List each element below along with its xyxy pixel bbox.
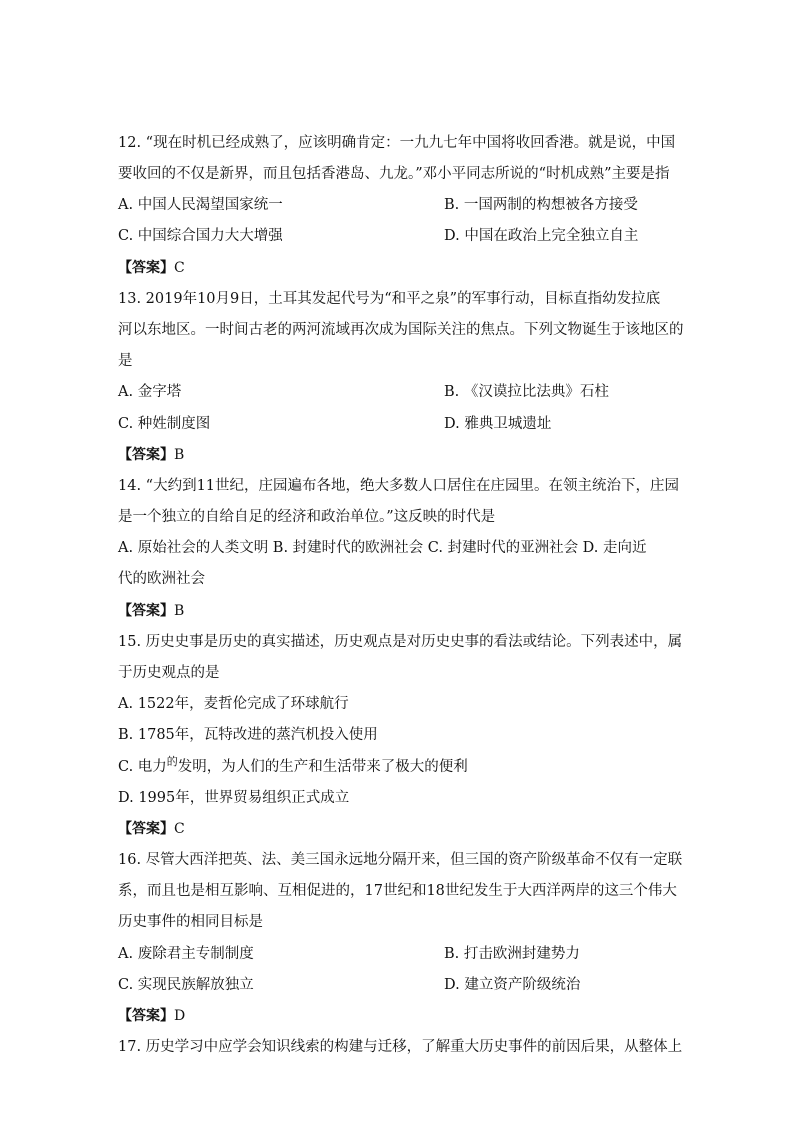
question-12-option-b: B. 一国两制的构想被各方接受: [444, 197, 638, 213]
question-16-option-b: B. 打击欧洲封建势力: [444, 946, 580, 962]
answer-label: 【答案】: [118, 821, 174, 837]
option-c-prefix: C. 电力: [118, 759, 167, 775]
question-17-line-1: 17. 历史学习中应学会知识线索的构建与迁移，了解重大历史事件的前因后果，从整体上: [118, 1039, 683, 1055]
question-14-line-2: 是一个独立的自给自足的经济和政治单位。”这反映的时代是: [118, 509, 496, 525]
question-13-option-b: B. 《汉谟拉比法典》石柱: [444, 384, 609, 400]
answer-value: C: [174, 260, 185, 276]
question-15-option-c: [118, 757, 468, 778]
answer-value: B: [174, 603, 185, 619]
question-15-option-d: D. 1995年，世界贸易组织正式成立: [118, 790, 350, 806]
question-12-line-2: 要收回的不仅是新界，而且包括香港岛、九龙。”邓小平同志所说的“时机成熟”主要是指: [118, 166, 670, 182]
answer-label: 【答案】: [118, 447, 174, 463]
question-14-options-line-2: 代的欧洲社会: [118, 571, 205, 587]
question-14-options-line-1: A. 原始社会的人类文明 B. 封建时代的欧洲社会 C. 封建时代的亚洲社会 D. 走向近: [118, 540, 647, 556]
answer-label: 【答案】: [118, 260, 174, 276]
question-13-option-a: A. 金字塔: [118, 384, 182, 400]
answer-value: C: [174, 821, 185, 837]
question-14-line-1: 14. “大约到11世纪，庄园遍布各地，绝大多数人口居住在庄园里。在领主统治下，庄园: [118, 478, 680, 494]
question-13-option-d: D. 雅典卫城遗址: [444, 416, 552, 432]
question-16-line-1: 16. 尽管大西洋把英、法、美三国永远地分隔开来，但三国的资产阶级革命不仅有一定联: [118, 852, 683, 868]
answer-value: B: [174, 447, 185, 463]
question-13-answer: [118, 445, 184, 465]
question-16-line-3: 历史事件的相同目标是: [118, 914, 263, 930]
question-14-answer: [118, 601, 184, 621]
question-15-line-1: 15. 历史史事是历史的真实描述，历史观点是对历史史事的看法或结论。下列表述中，属: [118, 634, 683, 650]
question-16-answer: [118, 1006, 185, 1026]
question-12-option-d: D. 中国在政治上完全独立自主: [444, 228, 639, 244]
option-c-rest: 发明，为人们的生产和生活带来了极大的便利: [177, 759, 468, 775]
question-13-line-1: 13. 2019年10月9日，土耳其发起代号为“和平之泉”的军事行动，目标直指幼发拉底: [118, 291, 661, 307]
question-15-option-a: A. 1522年，麦哲伦完成了环球航行: [118, 696, 349, 712]
question-16-line-2: 系，而且也是相互影响、互相促进的，17世纪和18世纪发生于大西洋两岸的这三个伟大: [118, 883, 677, 899]
option-c-superscript: 的: [166, 755, 178, 768]
question-16-option-a: A. 废除君主专制制度: [118, 946, 254, 962]
answer-value: D: [174, 1008, 186, 1024]
question-15-answer: [118, 819, 185, 839]
question-13-option-c: C. 种姓制度图: [118, 416, 211, 432]
question-13-line-3: 是: [118, 353, 133, 369]
answer-label: 【答案】: [118, 1008, 174, 1024]
question-15-option-b: B. 1785年，瓦特改进的蒸汽机投入使用: [118, 727, 378, 743]
question-16-option-d: D. 建立资产阶级统治: [444, 977, 581, 993]
answer-label: 【答案】: [118, 603, 174, 619]
question-13-line-2: 河以东地区。一时间古老的两河流域再次成为国际关注的焦点。下列文物诞生于该地区的: [118, 322, 684, 338]
question-12-line-1: 12. “现在时机已经成熟了，应该明确肯定：一九九七年中国将收回香港。就是说，中国: [118, 135, 676, 151]
question-12-option-a: A. 中国人民渴望国家统一: [118, 197, 283, 213]
question-15-line-2: 于历史观点的是: [118, 665, 220, 681]
question-16-option-c: C. 实现民族解放独立: [118, 977, 254, 993]
question-12-option-c: C. 中国综合国力大大增强: [118, 228, 283, 244]
question-12-answer: [118, 258, 185, 278]
